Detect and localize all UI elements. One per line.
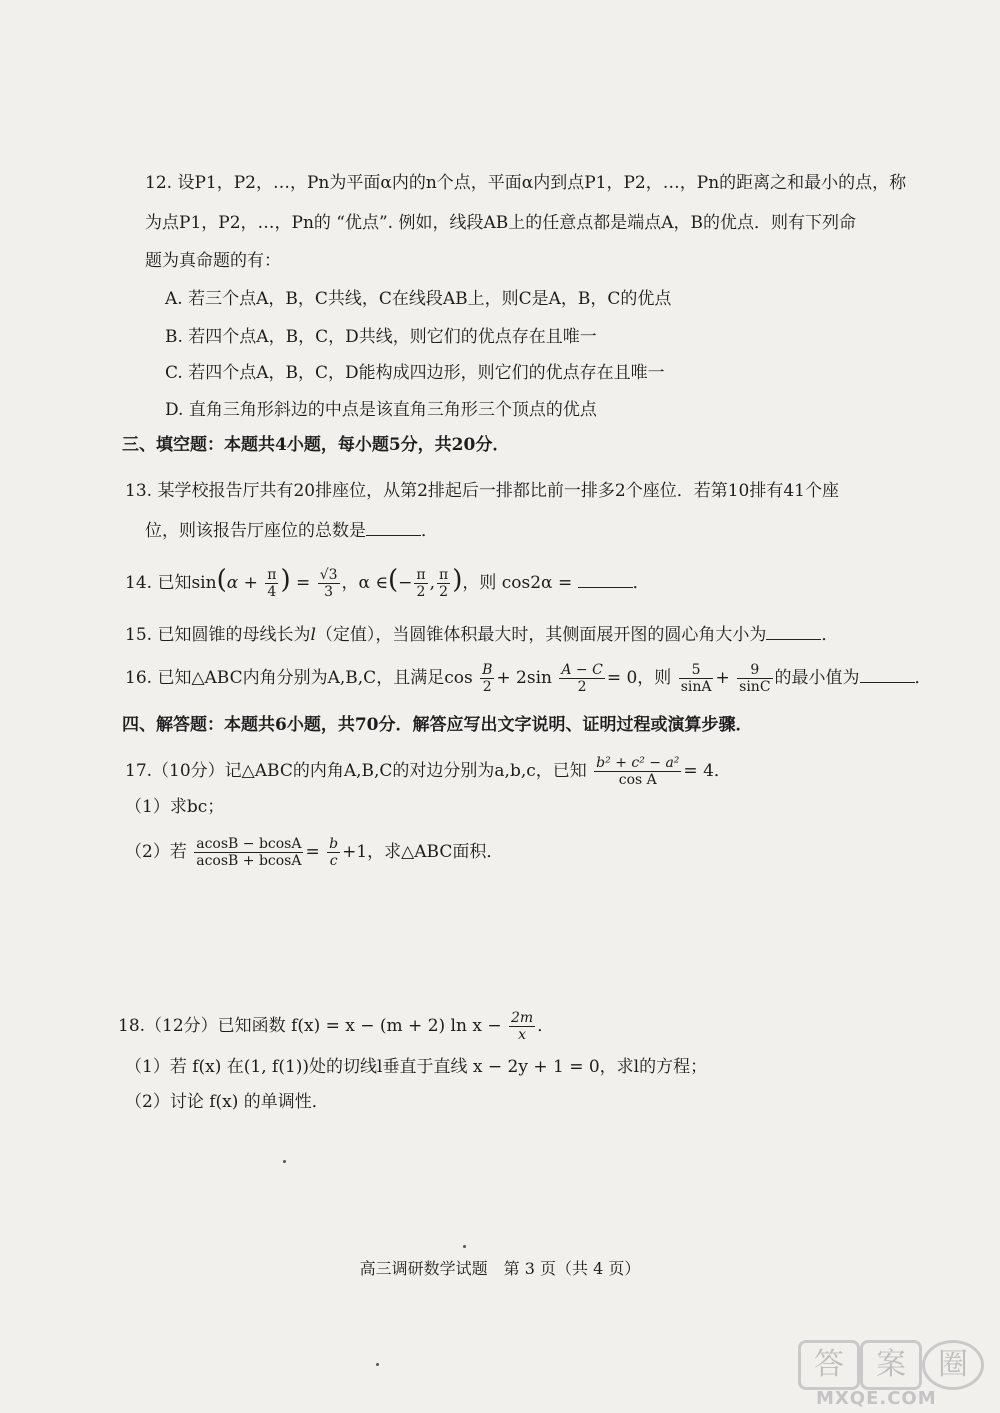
watermark-text: MXQE.COM [816, 1388, 937, 1409]
q14-frac1-den: 4 [267, 584, 277, 600]
q14-alpha: α + [226, 573, 258, 593]
q18-pre: 18.（12分）已知函数 f(x) = x − (m + 2) ln x − [118, 1016, 502, 1036]
q13-line2-end: ． [421, 521, 438, 541]
q13-line2-text: 位，则该报告厅座位的总数是 [145, 521, 366, 541]
q13-line1: 13. 某学校报告厅共有20排座位，从第2排起后一排都比前一排多2个座位．若第10排有41个座 [125, 481, 839, 501]
q15-answer-blank [766, 623, 821, 640]
q16-f2-num: A − C [561, 662, 603, 678]
section3-heading: 三、填空题：本题共4小题，每小题5分，共20分． [122, 435, 510, 455]
speck [283, 1160, 286, 1163]
q15-line [125, 623, 838, 646]
q17-frac-num: b² + c² − a² [596, 755, 680, 771]
q14-paren2-open: ( [387, 565, 399, 595]
q14-frac-sqrt3-3 [318, 567, 340, 600]
q14-frac-pi-2 [437, 567, 450, 600]
q18-part1: （1）若 f(x) 在(1, f(1))处的切线l垂直于直线 x − 2y + 1 = 0，求l的方程； [125, 1057, 708, 1077]
q14-paren-close: ) [280, 565, 291, 595]
q17-p2-eq: = [305, 842, 320, 862]
q17-p2-post: +1，求△ABC面积． [342, 842, 504, 862]
q13-answer-blank [366, 519, 421, 536]
q17-part2 [125, 832, 503, 872]
q17-p2-frac-den: acosB + bcosA [196, 853, 302, 869]
q16-frac-5-sina [679, 662, 714, 695]
q16-f1-den: 2 [482, 679, 492, 695]
watermark-char-3: 圈 [922, 1340, 984, 1390]
q14-paren-open: ( [216, 565, 227, 595]
q16-f3-num: 5 [679, 662, 714, 679]
q14-pre: 14. 已知sin [125, 573, 217, 593]
q14-mid: ，α ∈ [341, 573, 388, 593]
q17-frac-den: cos A [618, 772, 657, 788]
page-footer: 高三调研数学试题 第 3 页（共 4 页） [359, 1259, 641, 1278]
q18-frac [509, 1010, 535, 1043]
q16-f3-den: sinA [680, 679, 712, 695]
q14-eq: = [296, 573, 311, 593]
speck [376, 1363, 379, 1366]
q16-f4-num: 9 [737, 662, 772, 679]
q14-frac2-num: √3 [319, 567, 338, 583]
q17-post: = 4． [683, 761, 731, 781]
q15-end: ． [821, 625, 839, 645]
q14-frac4-num: π [439, 567, 449, 583]
q14-frac3-num: π [416, 567, 426, 583]
q14-end: ． [632, 573, 650, 593]
q17-p2-frac [194, 836, 303, 869]
q15-pre: 15. 已知圆锥的母线长为 [125, 625, 311, 645]
q14-paren2-close: ) [452, 565, 463, 595]
q14-frac2-den: 3 [324, 584, 334, 600]
q16-post: 的最小值为 [774, 668, 860, 688]
q14-post: ，则 cos2α = [462, 573, 573, 593]
q17-p2-frac-bc [327, 836, 340, 869]
q12-option-b: B. 若四个点A，B，C，D共线，则它们的优点存在且唯一 [165, 327, 597, 347]
q12-line2: 为点P1，P2，…，Pn的 “优点”. 例如，线段AB上的任意点都是端点A，B的优点．则有下列命 [145, 213, 857, 233]
section4-heading: 四、解答题：本题共6小题，共70分．解答应写出文字说明、证明过程或演算步骤． [122, 715, 753, 735]
q16-end: ． [914, 668, 932, 688]
q17-p2-frac2-num: b [329, 836, 339, 852]
q16-mid2: = 0，则 [606, 668, 672, 688]
watermark-char-1: 答 [798, 1340, 860, 1390]
q18-frac-den: x [518, 1027, 527, 1043]
q14-answer-blank [578, 571, 633, 588]
q17-line [125, 752, 731, 790]
q14-frac-neg-pi-2 [414, 567, 427, 600]
q12-line1: 12. 设P1，P2，…，Pn为平面α内的n个点，平面α内到点P1，P2，…，Pn的距离之和最小的点，称 [145, 173, 907, 193]
q14-frac-pi-4 [265, 567, 278, 600]
q13-line2 [145, 519, 438, 542]
q17-p2-pre: （2）若 [125, 842, 187, 862]
q14-line: 14. 已知sin(α + $\frac{\pi}{4}$ ) = $\frac{√3}{3}$ ，α ∈(− $\frac{\pi}{2}$ , $\frac{\pi}{2}$ )，则 cos2α = ． [125, 565, 650, 600]
q16-frac-a-c-2 [559, 662, 604, 695]
watermark-logo [790, 1340, 990, 1410]
q14-frac1-num: π [267, 567, 277, 583]
watermark-char-2: 案 [860, 1340, 922, 1390]
q14-frac3-den: 2 [416, 584, 426, 600]
q12-option-a: A. 若三个点A，B，C共线，C在线段AB上，则C是A，B，C的优点 [165, 289, 672, 309]
q16-pre: 16. 已知△ABC内角分别为A,B,C，且满足cos [125, 668, 473, 688]
q17-part1: （1）求bc； [125, 797, 225, 817]
q12-line3: 题为真命题的有： [145, 251, 281, 271]
q17-pre: 17.（10分）记△ABC的内角A,B,C的对边分别为a,b,c，已知 [125, 761, 587, 781]
q18-frac-num: 2m [511, 1010, 534, 1026]
q17-frac [594, 755, 681, 788]
q12-option-d: D. 直角三角形斜边的中点是该直角三角形三个顶点的优点 [165, 400, 597, 420]
q16-frac-9-sinc [737, 662, 772, 695]
q15-var: l [310, 625, 316, 645]
q16-f1-num: B [482, 662, 493, 678]
q16-plus: + [715, 668, 730, 688]
q18-line [118, 1006, 554, 1046]
q18-part2: （2）讨论 f(x) 的单调性． [125, 1092, 329, 1112]
q16-f4-den: sinC [739, 679, 771, 695]
q14-frac4-den: 2 [439, 584, 449, 600]
q16-f2-den: 2 [577, 679, 587, 695]
speck [463, 1245, 466, 1248]
q16-frac-b-2 [480, 662, 494, 695]
q16-line [125, 660, 932, 696]
q17-p2-frac-num: acosB − bcosA [196, 836, 302, 852]
q16-mid1: + 2sin [496, 668, 552, 688]
q15-mid: （定值），当圆锥体积最大时，其侧面展开图的圆心角大小为 [315, 625, 767, 645]
q17-p2-frac2-den: c [329, 853, 338, 869]
q18-end: ． [537, 1016, 555, 1036]
q16-answer-blank [860, 666, 915, 683]
q12-option-c: C. 若四个点A，B，C，D能构成四边形，则它们的优点存在且唯一 [165, 363, 665, 383]
